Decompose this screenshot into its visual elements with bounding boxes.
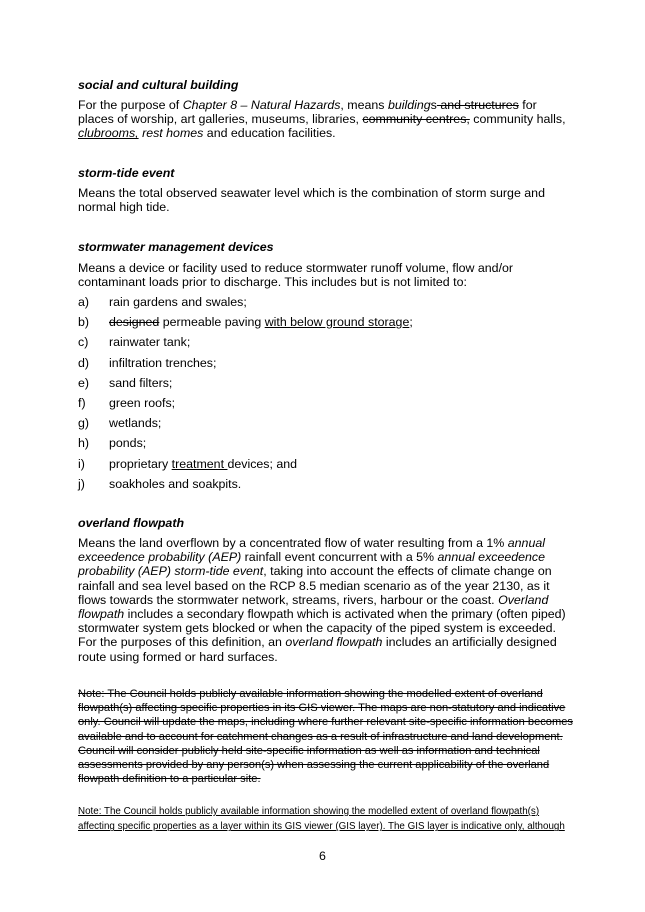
list-item-label: c) <box>78 335 89 349</box>
term-reference-aep-storm-tide: annual exceedence probability (AEP) storm-tide event <box>78 550 546 579</box>
list-item-label: g) <box>78 416 90 430</box>
list-item-text: rain gardens and swales; <box>109 295 247 309</box>
term-social-cultural-building: social and cultural building <box>78 78 239 92</box>
list-item-text: wetlands; <box>109 416 162 430</box>
list-item-text: ponds; <box>109 436 147 450</box>
list-item-label: j) <box>78 477 85 491</box>
definition-storm-tide-event: Means the total observed seawater level which is the combination of storm surge and normal high tide. <box>78 186 545 215</box>
list-item-label: e) <box>78 376 90 390</box>
text-segment: proprietary <box>109 457 172 471</box>
definition-stormwater-intro: Means a device or facility used to reduce stormwater runoff volume, flow and/or contaminant loads prior to discharge. This includes but is not limited to: <box>78 261 514 290</box>
chapter-reference: Chapter 8 – Natural Hazards <box>182 98 341 112</box>
term-reference-building: building <box>387 98 431 112</box>
deleted-note: Note: The Council holds publicly available information showing the modelled extent of overland flowpath(s) affecting specific properties in its GIS viewer. The maps are non-statutory and indicative only. Council will update the maps, including where further relevant site-specific information becomes available and to account for catchment changes as a result of infrastructure and land development. Council will consider publicly held site-specific information as well as information and technical assessments provided by any person(s) when assessing the current applicability of the overland flowpath definition to a particular site. <box>78 688 573 786</box>
inserted-treatment: treatment <box>171 457 228 471</box>
text-segment: includes an artificially designed route using formed or hard surfaces. <box>78 635 557 664</box>
page-number: 6 <box>319 849 326 863</box>
term-reference-aep: annual exceedence probability (AEP) <box>78 536 545 565</box>
text-segment: includes a secondary flowpath which is activated when the primary (often piped) stormwater system gets blocked or when the capacity of the piped system is exceeded. For the purposes of this definition, an <box>78 607 566 650</box>
list-item-text <box>109 315 413 329</box>
term-reference-overland-flowpath: overland flowpath <box>285 635 383 650</box>
text-segment: s <box>430 98 437 112</box>
text-segment: for places of worship, art galleries, museums, libraries, <box>78 98 537 127</box>
deleted-community-centres: community centres, <box>362 112 470 127</box>
list-item-text: sand filters; <box>109 376 173 390</box>
list-item-label: d) <box>78 356 90 370</box>
text-segment: rainfall event concurrent with a 5% <box>241 550 438 565</box>
list-item-text: green roofs; <box>109 396 176 410</box>
term-storm-tide-event: storm-tide event <box>78 166 175 180</box>
term-reference-rest-homes: rest homes <box>142 126 204 141</box>
deleted-text: and structures <box>436 98 519 112</box>
text-segment: and education facilities. <box>203 126 336 141</box>
deleted-structures <box>437 98 519 112</box>
list-item-label: b) <box>78 315 90 329</box>
text-segment: , taking into account the effects of climate change on rainfall and sea level based on the RCP 8.5 median scenario as of the year 2130, as it flows towards the stormwater network, streams, rivers, harbour or the coast. <box>78 564 552 607</box>
text-segment: , means <box>340 98 388 112</box>
inserted-clubrooms: clubrooms, <box>78 126 139 141</box>
inserted-note: Note: The Council holds publicly available information showing the modelled extent of overland flowpath(s) affecting specific properties as a layer within its GIS viewer (GIS layer). The GIS layer is indicative only, although <box>78 806 565 833</box>
definition-overland-flowpath <box>78 536 573 664</box>
text-segment: community halls, <box>469 112 566 127</box>
list-item-label: f) <box>78 396 86 410</box>
list-item-text <box>109 457 297 471</box>
list-item-text: soakholes and soakpits. <box>109 477 242 491</box>
text-segment: permeable paving <box>159 315 265 329</box>
list-item-text: infiltration trenches; <box>109 356 217 370</box>
text-segment: For the purpose of <box>78 98 183 112</box>
text-segment: Means the land overflown by a concentrated flow of water resulting from a 1% <box>78 536 508 550</box>
term-overland-flowpath: overland flowpath <box>78 516 185 530</box>
definition-social-cultural-building <box>78 98 573 141</box>
deleted-designed: designed <box>109 315 160 329</box>
term-reference-overland-flowpath: Overland flowpath <box>78 592 549 622</box>
list-item-label: a) <box>78 295 90 309</box>
text-segment: devices; and <box>227 457 298 471</box>
inserted-below-ground-storage: with below ground storage <box>264 315 410 329</box>
list-item-label: h) <box>78 436 90 450</box>
text-segment: ; <box>409 315 413 329</box>
list-item-label: i) <box>78 457 85 471</box>
term-stormwater-management-devices: stormwater management devices <box>78 240 274 254</box>
list-item-text: rainwater tank; <box>109 335 191 349</box>
